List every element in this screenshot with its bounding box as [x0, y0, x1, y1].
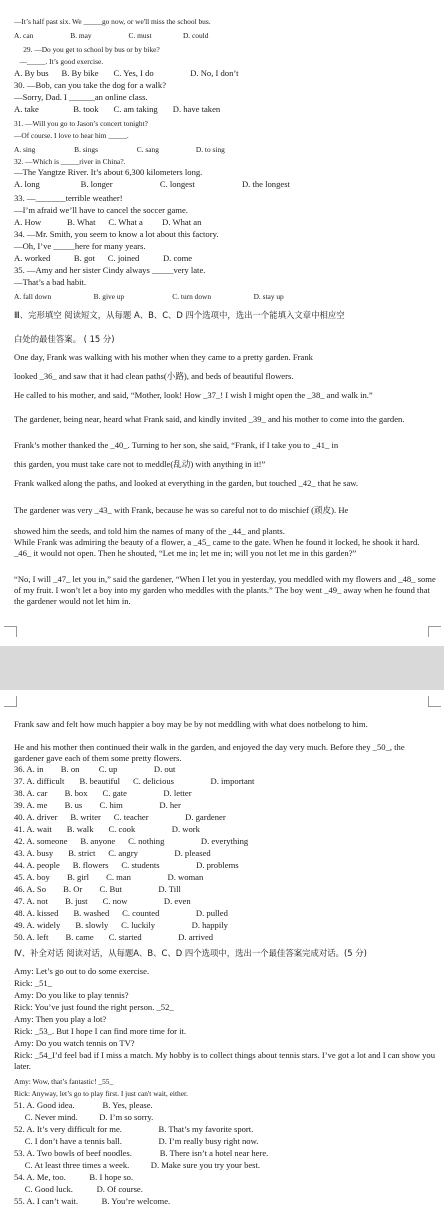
- text-line: 53. A. Two bowls of beef noodles. B. There isn’t a hotel near here.: [14, 1148, 269, 1158]
- text-line: —Of course. I love to hear him _____.: [14, 131, 129, 140]
- text-line: —That’s a bad habit.: [14, 277, 87, 287]
- crop-mark: [428, 626, 441, 637]
- text-line: 46. A. So B. Or C. But D. Till: [14, 884, 181, 894]
- text-line: 32. —Which is _____river in China?.: [14, 157, 126, 166]
- text-line: Rick: Anyway, let’s go to play first. I just can't wait, either.: [14, 1089, 188, 1098]
- text-line: 48. A. kissed B. washed C. counted D. pulled: [14, 908, 228, 918]
- text-line: —Sorry, Dad. I ______an online class.: [14, 92, 148, 102]
- text-line: Rick: You’ve just found the right person. _52_: [14, 1002, 174, 1012]
- text-line: A. long B. longer C. longest D. the longest: [14, 179, 290, 189]
- text-line: looked _36_ and saw that it had clean paths(小路), and beds of beautiful flowers.: [14, 371, 294, 381]
- text-line: —The Yangtze River. It’s about 6,300 kilometers long.: [14, 167, 203, 177]
- text-line: Amy: Let’s go out to do some exercise.: [14, 966, 150, 976]
- text-line: The gardener, being near, heard what Frank said, and kindly invited _39_ and his mother to come into the garden.: [14, 414, 405, 424]
- text-line: A. By bus B. By bike C. Yes, I do D. No, I don’t: [14, 68, 239, 78]
- text-line: 35. —Amy and her sister Cindy always _____very late.: [14, 265, 206, 275]
- text-line: 52. A. It’s very difficult for me. B. That’s my favorite sport.: [14, 1124, 254, 1134]
- text-line: Frank walked along the paths, and looked at everything in the garden, but touched _42_ that he saw.: [14, 478, 359, 488]
- text-line: 51. A. Good idea. B. Yes, please.: [14, 1100, 153, 1110]
- text-line: 54. A. Me, too. B. I hope so.: [14, 1172, 134, 1182]
- text-line: —I’m afraid we’ll have to cancel the soccer game.: [14, 205, 188, 215]
- text-line: 45. A. boy B. girl C. man D. woman: [14, 872, 204, 882]
- text-line: The gardener was very _43_ with Frank, because he was so careful not to do mischief (顽皮). He: [14, 505, 349, 515]
- text-line: 白处的最佳答案。 ( 15 分): [14, 334, 115, 344]
- text-line: A. fall down B. give up C. turn down D. stay up: [14, 292, 284, 301]
- text-line: 31. —Will you go to Jason’s concert tonight?: [14, 119, 148, 128]
- text-line: 47. A. not B. just C. now D. even: [14, 896, 191, 906]
- text-line: Rick: _51_: [14, 978, 52, 988]
- page-gap: [0, 646, 444, 690]
- text-line: —Oh, I’ve _____here for many years.: [14, 241, 146, 251]
- text-line: —_____. It’s good exercise.: [14, 57, 104, 66]
- text-line: 39. A. me B. us C. him D. her: [14, 800, 181, 810]
- text-line: 50. A. left B. came C. started D. arrived: [14, 932, 214, 942]
- text-line: Amy: Do you like to play tennis?: [14, 990, 129, 1000]
- text-line: He and his mother then continued their walk in the garden, and enjoyed the day very much. Before they _50_, the gardener gave each of them some pretty flowers.: [14, 742, 405, 763]
- text-line: “No, I will _47_ let you in,” said the gardener, “When I let you in yesterday, you meddled with my flowers and _48_ some of my fruit. I won’t let a boy into my garden who meddles with the plants.” The boy went _49_ away when he found that the gardener would not let him in.: [14, 574, 436, 606]
- text-line: A. worked B. got C. joined D. come: [14, 253, 193, 263]
- text-line: C. Never mind. D. I’m so sorry.: [14, 1112, 154, 1122]
- text-line: C. At least three times a week. D. Make sure you try your best.: [14, 1160, 261, 1170]
- text-line: this garden, you must take care not to meddle(乱动) with anything in it!”: [14, 459, 266, 469]
- text-line: Amy: Wow, that’s fantastic! _55_: [14, 1077, 114, 1086]
- text-line: —It’s half past six. We _____go now, or we'll miss the school bus.: [14, 17, 211, 26]
- text-line: Frank saw and felt how much happier a boy may be by not meddling with what does notbelong to him.: [14, 719, 368, 729]
- text-line: 49. A. widely B. slowly C. luckily D. happily: [14, 920, 228, 930]
- text-line: A. can B. may C. must D. could: [14, 31, 209, 40]
- text-line: A. sing B. sings C. sang D. to sing: [14, 145, 225, 154]
- text-line: Amy: Do you watch tennis on TV?: [14, 1038, 135, 1048]
- text-line: Rick: _53_. But I hope I can find more time for it.: [14, 1026, 187, 1036]
- text-line: 38. A. car B. box C. gate D. letter: [14, 788, 192, 798]
- text-line: 44. A. people B. flowers C. students D. problems: [14, 860, 239, 870]
- text-line: 33. —_______terrible weather!: [14, 193, 123, 203]
- text-line: C. Good luck. D. Of course.: [14, 1184, 143, 1194]
- text-line: showed him the seeds, and told him the names of many of the _44_ and plants.: [14, 526, 285, 536]
- text-line: 30. —Bob, can you take the dog for a walk?: [14, 80, 167, 90]
- document-page-2: [0, 690, 444, 1206]
- text-line: One day, Frank was walking with his mother when they came to a pretty garden. Frank: [14, 352, 313, 362]
- crop-mark: [4, 696, 17, 707]
- text-line: Ⅲ、完形填空 阅读短文，从每题 A、B、C、D 四个选项中，选出一个能填入文章中相应空: [14, 310, 345, 320]
- text-line: While Frank was admiring the beauty of a flower, a _45_ came to the gate. When he found it locked, he shook it hard. _46_ it would not open. Then he shouted, “Let me in; let me in; will you not let me in this garden?”: [14, 537, 420, 558]
- text-line: 55. A. I can’t wait. B. You’re welcome.: [14, 1196, 171, 1206]
- text-line: A. How B. What C. What a D. What an: [14, 217, 202, 227]
- text-line: A. take B. took C. am taking D. have taken: [14, 104, 221, 114]
- text-line: Ⅳ、补全对话 阅读对话，从每题A、B、C、D 四个选项中，选出一个最佳答案完成对话。(5 分): [14, 948, 367, 958]
- text-line: Rick: _54_I’d feel bad if I miss a match. My hobby is to collect things about tennis stars. I’ve got a lot and I can show you later.: [14, 1050, 436, 1071]
- text-line: 40. A. driver B. writer C. teacher D. gardener: [14, 812, 226, 822]
- text-line: 42. A. someone B. anyone C. nothing D. everything: [14, 836, 249, 846]
- text-line: 36. A. in B. on C. up D. out: [14, 764, 176, 774]
- text-line: He called to his mother, and said, “Mother, look! How _37_! I wish I might open the _38_ and walk in.”: [14, 390, 373, 400]
- text-line: 29. —Do you get to school by bus or by bike?: [14, 45, 160, 54]
- text-line: Frank’s mother thanked the _40_. Turning to her son, she said, “Frank, if I take you to _41_ in: [14, 440, 339, 450]
- text-line: Amy: Then you play a lot?: [14, 1014, 107, 1024]
- text-line: 41. A. wait B. walk C. cook D. work: [14, 824, 200, 834]
- text-line: 34. —Mr. Smith, you seem to know a lot about this factory.: [14, 229, 219, 239]
- text-line: C. I don’t have a tennis ball. D. I’m really busy right now.: [14, 1136, 259, 1146]
- text-line: 43. A. busy B. strict C. angry D. pleased: [14, 848, 211, 858]
- crop-mark: [428, 696, 441, 707]
- text-line: 37. A. difficult B. beautiful C. delicious D. important: [14, 776, 255, 786]
- crop-mark: [4, 626, 17, 637]
